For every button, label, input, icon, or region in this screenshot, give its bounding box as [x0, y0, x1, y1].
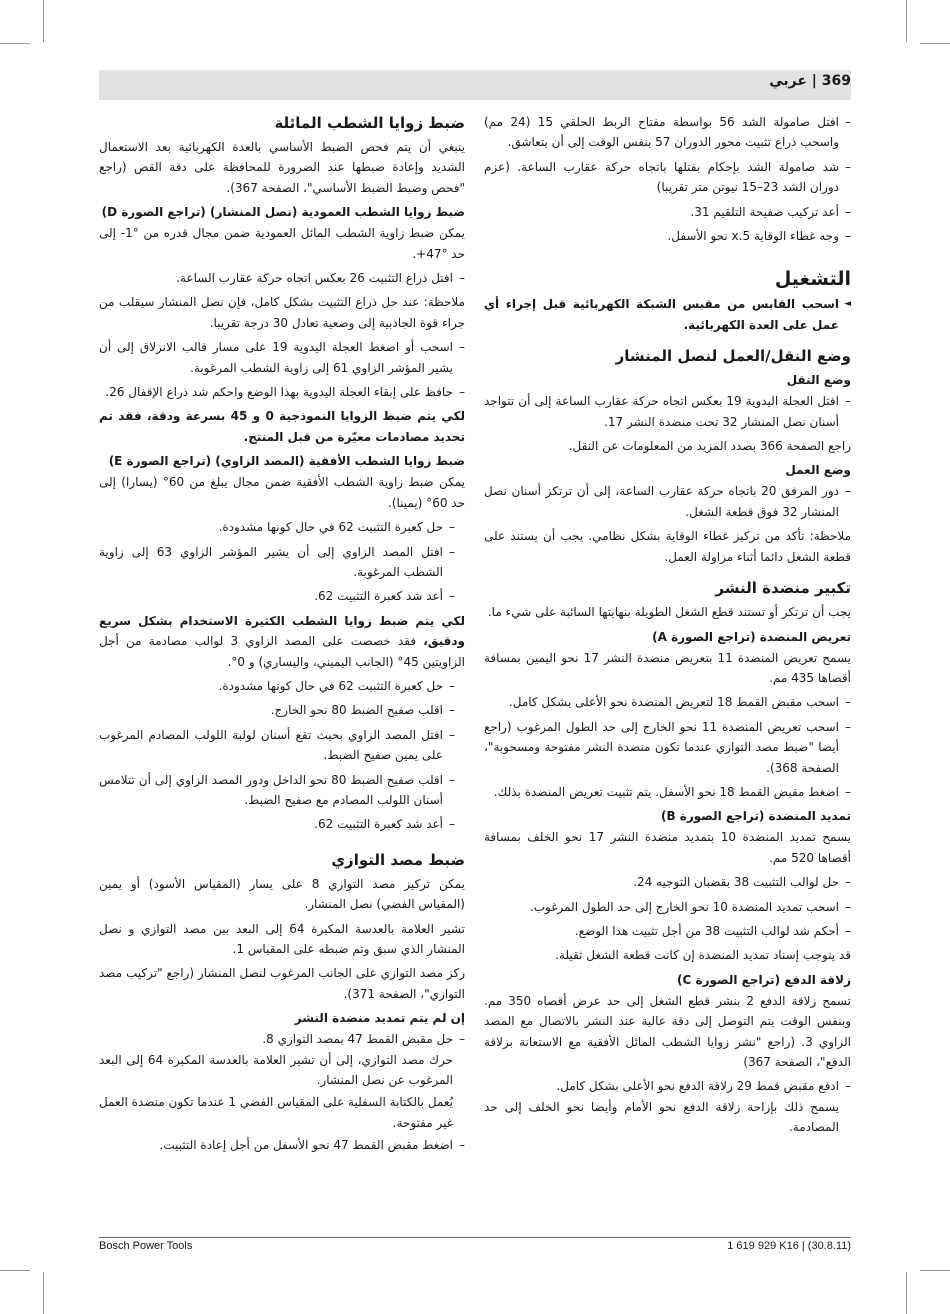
right-column [484, 112, 851, 1140]
subsection-title: وضع النقل [786, 373, 851, 388]
instruction-step: – اسحب تمديد المنضدة 10 نحو الخارج إلى حد الطول المرغوب. [484, 897, 851, 917]
instruction-continuation: حرك مصد التوازي، إلى أن تشير العلامة بالعدسة المكبرة 64 إلى البعد المرغوب عن نصل المنشار. [99, 1052, 453, 1088]
instruction-continuation: يُعمل بالكتابة السفلية على المقياس الفضي 1 عندما تكون منضدة العمل غير مفتوحة. [99, 1095, 453, 1130]
instruction-step: – افتل المصد الزاوي إلى أن يشير المؤشر الزاوي 63 إلى زاوية الشطب المرغوبة. [99, 542, 455, 583]
section-title-operation: التشغيل [774, 268, 851, 291]
subsection-title: وضع العمل [785, 463, 851, 478]
subsection-title: زلاقة الدفع (تراجع الصورة C) [677, 972, 851, 987]
bold-paragraph: لكي يتم ضبط الزوايا النموذجية 0 و 45 بسرعة ودقة، فقد تم تحديد مصادمات معيّرة من قبل المنتج. [99, 409, 465, 444]
note-paragraph: ملاحظة: تأكد من تركيز غطاء الوقاية بشكل نظامي. يجب أن يستند على قطعة الشغل دائما أثناء مزاولة العمل. [484, 529, 851, 564]
instruction-step: – حل كعبرة التثبيت 62 في حال كونها مشدودة. [99, 676, 455, 696]
paragraph: يمكن ضبط زاوية الشطب الأفقية ضمن مجال يبلغ من 60° (يسارا) إلى حد 60° (يمينا). [99, 475, 465, 510]
paragraph: يجب أن ترتكز أو تستند قطع الشغل الطويلة بنهايتها السائبة على شيء ما. [487, 605, 851, 620]
instruction-step: – أعد تركيب صفيحة التلقيم 31. [484, 202, 851, 222]
paragraph-text: فقد خصصت على المصد الزاوي 3 لوالب مصادمة من أجل الزاويتين 45° (الجانب اليميني، واليساري) و 0°. [99, 634, 465, 669]
section-title-bevel: ضبط زوايا الشطب المائلة [274, 114, 465, 132]
crop-mark [906, 1272, 907, 1314]
instruction-step: – اضغط مقبض القمط 18 نحو الأسفل. يتم تثبيت تعريض المنضدة بذلك. [484, 782, 851, 802]
footer-brand: Bosch Power Tools [99, 1240, 193, 1252]
instruction-step: – ادفع مقبض قمط 29 زلاقة الدفع نحو الأعلى بشكل كامل. [484, 1076, 851, 1096]
paragraph: راجع الصفحة 366 بصدد المزيد من المعلومات عن النقل. [568, 439, 851, 454]
note-paragraph: ملاحظة: عند حل ذراع التثبيت بشكل كامل، فإن نصل المنشار سيقلب من جراء قوة الجاذبية إلى وضعية تعادل 30 درجة تقريبا. [99, 295, 465, 330]
instruction-step: – اسحب مقبض القمط 18 لتعريض المنضدة نحو الأعلى بشكل كامل. [484, 692, 851, 712]
instruction-step: – افتل صامولة الشد 56 بواسطة مفتاح الربط الحلقي 15 (24 مم) واسحب ذراع تثبيت محور الدوران 57 بنفس الوقت إلى أن يتعاشق. [484, 112, 851, 153]
instruction-step: – حل كعبرة التثبيت 62 في حال كونها مشدودة. [99, 517, 455, 537]
instruction-step: – وجه غطاء الوقاية 5.x نحو الأسفل. [484, 226, 851, 246]
instruction-step: – حافظ على إبقاء العجلة اليدوية بهذا الوضع واحكم شد ذراع الإقفال 26. [99, 382, 465, 402]
paragraph: يسمح تعريض المنضدة 11 بتعريض منضدة النشر 17 نحو اليمين بمسافة أقصاها 435 مم. [484, 650, 851, 685]
instruction-step: – اقلب صفيح الضبط 80 نحو الداخل ودور المصد الزاوي إلى أن تتلامس أسنان اللولب المصادم مع صفيح الضبط. [99, 770, 455, 811]
crop-mark [906, 0, 907, 42]
paragraph [99, 611, 465, 672]
crop-mark [43, 0, 44, 42]
instruction-step: – أعد شد كعبرة التثبيت 62. [99, 814, 455, 834]
instruction-step: – افتل المصد الزاوي بحيث تقع أسنان لولبة اللولب المصادم المرغوب على يمين صفيح الضبط. [99, 725, 455, 766]
page-number: 369 [821, 73, 851, 89]
paragraph: يمكن ضبط زاوية الشطب المائل العمودية ضمن مجال قدره من ‎-1°‎ إلى حد ‎+47°‎. [99, 226, 465, 261]
subsection-title: إن لم يتم تمديد منضدة النشر [294, 1011, 465, 1026]
footer-doc-number: 1 619 929 K16 | (30.8.11) [727, 1240, 851, 1252]
crop-mark [920, 1270, 950, 1271]
subsection-title: ضبط زوايا الشطب الأفقية (المصد الزاوي) (تراجع الصورة E) [108, 454, 465, 469]
page-header [99, 70, 851, 100]
crop-mark [920, 43, 950, 44]
instruction-step: – اقلب صفيح الضبط 80 نحو الخارج. [99, 700, 455, 720]
instruction-step: – افتل العجلة اليدوية 19 بعكس اتجاه حركة عقارب الساعة إلى أن تتواجد أسنان نصل المنشار 32 تحت منضدة النشر 17. [484, 391, 851, 432]
instruction-step: – اسحب أو اضغط العجلة اليدوية 19 على مسار قالب الانزلاق إلى أن يشير المؤشر الزاوي 61 إلى زاوية الشطب المرغوبة. [99, 337, 465, 378]
section-title-transport: وضع النقل/العمل لنصل المنشار [615, 347, 851, 366]
subsection-title: تمديد المنضدة (تراجع الصورة B) [660, 809, 851, 824]
subsection-title: تعريض المنضدة (تراجع الصورة A) [652, 629, 851, 644]
section-title-enlarge: تكبير منضدة النشر [715, 579, 851, 598]
page-header-label [769, 73, 851, 89]
instruction-step: – افتل ذراع التثبيت 26 بعكس اتجاه حركة عقارب الساعة. [99, 268, 465, 288]
instruction-step: – اسحب تعريض المنضدة 11 نحو الخارج إلى حد الطول المرغوب (راجع أيضا "ضبط مصد التوازي عندما تكون منضدة النشر مفتوحة ومسحوبة"، الصفحة 368). [484, 717, 851, 778]
instruction-step: – حل مقبض القمط 47 بمصد التوازي 8. [99, 1029, 465, 1049]
subsection-title: ضبط زوايا الشطب العمودية (نصل المنشار) (تراجع الصورة D) [101, 205, 465, 220]
paragraph: تسمح زلاقة الدفع 2 بنشر قطع الشغل إلى حد عرض أقصاه 350 مم. وبنفس الوقت يتم التوصل إلى دقة عالية عند النشر بالاتصال مع المصد الزاوي 3. (راجع "نشر زوايا الشطب المائل الأفقية مع الاستعانة بزلاقة الدفع"، الصفحة 367) [484, 993, 851, 1069]
footer-rule [99, 1237, 851, 1238]
paragraph: يمكن تركيز مصد التوازي 8 على يسار (المقياس الأسود) أو يمين (المقياس الفضي) نصل المنشار. [99, 876, 465, 912]
instruction-step: – أحكم شد لوالب التثبيت 38 من أجل تثبيت هذا الوضع. [484, 921, 851, 941]
paragraph: تشير العلامة بالعدسة المكبرة 64 إلى البعد بين مصد التوازي و نصل المنشار الذي سبق وتم ضبطه على المقياس 1. [99, 921, 465, 956]
paragraph: ينبغي أن يتم فحص الضبط الأساسي بالعدة الكهربائية بعد الاستعمال الشديد وإعادة ضبطها عند الضرورة للمحافظة على دقة القص (راجع "فحص وضبط الضبط الأساسي"، الصفحة 367). [99, 140, 465, 195]
crop-mark [0, 43, 30, 44]
safety-warning: ◄ اسحب القابس من مقبس الشبكة الكهربائية قبل إجراء أي عمل على العدة الكهربائية. [484, 294, 851, 335]
instruction-step: – أعد شد كعبرة التثبيت 62. [99, 586, 455, 606]
instruction-step: – دور المرفق 20 باتجاه حركة عقارب الساعة، إلى أن ترتكز أسنان نصل المنشار 32 فوق قطعة الشغل. [484, 481, 851, 522]
instruction-step: – اضغط مقبض القمط 47 نحو الأسفل من أجل إعادة التثبيت. [99, 1135, 465, 1155]
bold-lead: لكي يتم ضبط زوايا الشطب الكثيرة الاستخدام بشكل سريع ودقيق، [99, 613, 465, 649]
crop-mark [0, 1270, 30, 1271]
left-column [99, 112, 465, 1160]
instruction-continuation: يسمح ذلك بإزاحة زلاقة الدفع نحو الأمام وأيضا نحو الخلف إلى حد المصادمة. [484, 1099, 839, 1135]
paragraph: يسمح تمديد المنضدة 10 بتمديد منضدة النشر 17 نحو الخلف بمسافة أقصاها 520 مم. [484, 830, 851, 865]
paragraph: ركز مصد التوازي على الجانب المرغوب لنصل المنشار (راجع "تركيب مصد التوازي"، الصفحة 371). [99, 966, 465, 1001]
section-title-fence: ضبط مصد التوازي [331, 850, 465, 869]
instruction-step: – حل لوالب التثبيت 38 بقضبان التوجيه 24. [484, 872, 851, 892]
header-language: عربي [769, 73, 807, 89]
instruction-step: – شد صامولة الشد بإحكام بفتلها باتجاه حركة عقارب الساعة. (عزم دوران الشد 23–15 نيوتن متر تقريبا) [484, 157, 851, 198]
header-separator: | [806, 73, 822, 89]
paragraph: قد يتوجب إسناد تمديد المنضدة إن كانت قطعة الشغل ثقيلة. [555, 948, 851, 963]
crop-mark [43, 1272, 44, 1314]
